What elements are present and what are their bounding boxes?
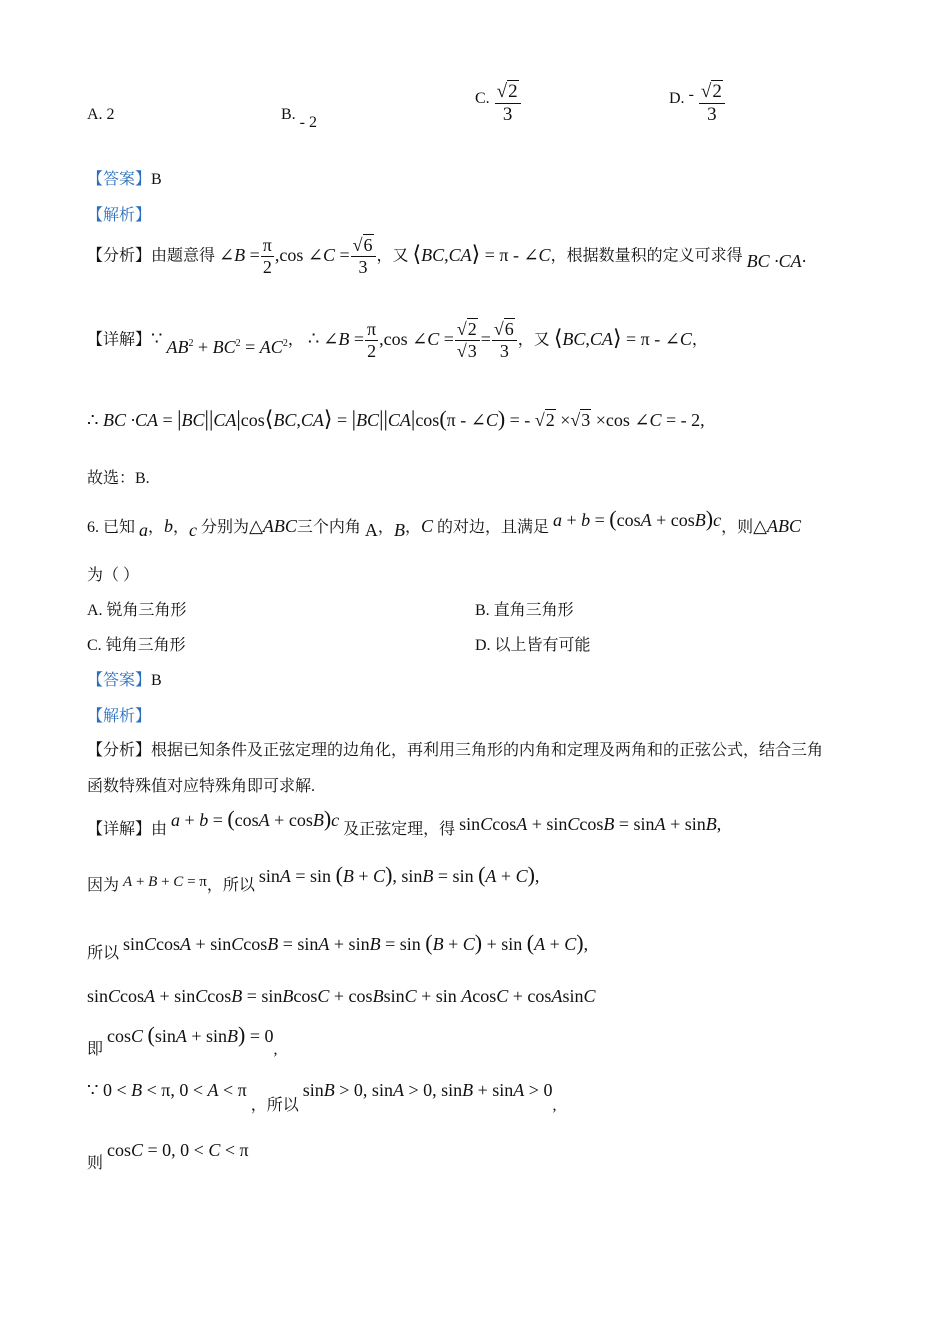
q6-fenxi-line1: 【分析】根据已知条件及正弦定理的边角化，再利用三角形的内角和定理及两角和的正弦公式，结合三角 <box>87 742 824 759</box>
q6-option-c: C. 钝角三角形 <box>87 637 186 654</box>
q6-option-d: D. 以上皆有可能 <box>475 637 591 654</box>
q6-stem: 6. 已知 a，b，c 分别为△ABC三个内角 A，B，C 的对边，且满足 a + b = (cosA + cosB)c，则△ABC <box>87 506 801 540</box>
q6-option-b: B. 直角三角形 <box>475 602 574 619</box>
q6-xj-line6: ∵ 0 < B < π, 0 < A < π ，所以 sinB > 0, sinA > 0, sinB + sinA > 0, <box>87 1080 557 1114</box>
q6-xj-line2: 因为 A + B + C = π，所以 sinA = sin (B + C), sinB = sin (A + C), <box>87 862 540 894</box>
option-b-label: B. <box>281 106 296 123</box>
option-c-fraction: $\frac{√2}{3}$ <box>495 82 521 125</box>
q6-xj-line1: 【详解】由 a + b = (cosA + cosB)c 及正弦定理，得 sinCcosA + sinCcosB = sinA + sinB, <box>87 806 722 838</box>
q6-stem-end: 为（ ） <box>87 567 140 584</box>
q5-conclusion: 故选：B. <box>87 470 150 487</box>
option-b <box>281 106 317 131</box>
option-c-label: C. <box>475 90 490 108</box>
q5-answer: 【答案】B <box>87 171 162 188</box>
q5-analysis-tag: 【解析】 <box>87 207 152 224</box>
option-a: A. 2 <box>87 106 115 123</box>
q5-xiangjie: 【详解】∵ $AB^2 + BC^2 = AC^2$， ∴ ∠B = $\frac{\pi}{2}$ ,cos ∠C = $\frac{√2}{√3}$ = $\frac{√6}{3}$ ，又 ⟨BC,CA⟩ = π - ∠C， <box>87 319 708 361</box>
option-d: D. - $\frac{√2}{3}$ <box>669 82 726 125</box>
option-d-label: D. <box>669 90 685 108</box>
q6-xj-line7: 则 cosC = 0, 0 < C < π <box>87 1140 249 1172</box>
q6-fenxi-line2: 函数特殊值对应特殊角即可求解. <box>87 778 316 795</box>
q6-answer: 【答案】B <box>87 672 162 689</box>
q6-analysis-tag: 【解析】 <box>87 708 152 725</box>
q6-xj-line4: sinCcosA + sinCcosB = sinBcosC + cosBsinC + sin AcosC + cosAsinC <box>87 986 596 1006</box>
q6-xj-line5: 即 cosC (sinA + sinB) = 0, <box>87 1022 278 1058</box>
option-d-fraction: $\frac{√2}{3}$ <box>699 82 725 125</box>
q5-calc: ∴ BC ·CA = |BC||CA|cos⟨BC,CA⟩ = |BC||CA|cos(π - ∠C) = - √2 ×√3 ×cos ∠C = - 2, <box>87 406 705 431</box>
option-b-value: - 2 <box>299 114 317 131</box>
q6-xj-line3: 所以 sinCcosA + sinCcosB = sinA + sinB = sin (B + C) + sin (A + C), <box>87 930 589 962</box>
option-c <box>475 82 522 125</box>
q5-fenxi: 【分析】由题意得 ∠B = $\frac{\pi}{2}$ ,cos ∠C = $\frac{√6}{3}$ ，又 ⟨BC,CA⟩ = π - ∠C，根据数量积的定义可求得 BC ·CA· <box>87 235 807 277</box>
q6-option-a: A. 锐角三角形 <box>87 602 187 619</box>
